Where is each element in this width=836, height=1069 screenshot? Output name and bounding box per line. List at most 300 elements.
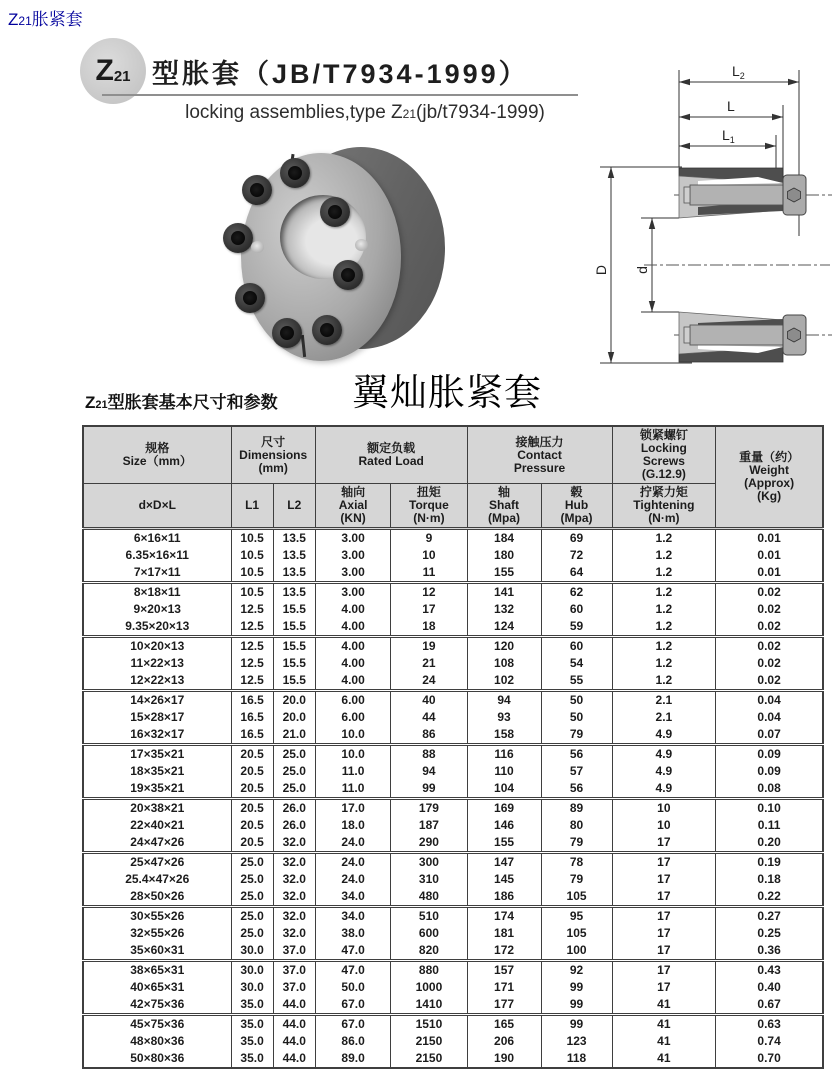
table-cell: 1.2 <box>612 583 716 602</box>
table-cell: 95 <box>541 907 612 926</box>
table-cell: 42×75×36 <box>83 996 231 1015</box>
table-cell: 141 <box>467 583 541 602</box>
table-cell: 480 <box>391 888 467 907</box>
table-cell: 1.2 <box>612 564 716 583</box>
table-cell: 62 <box>541 583 612 602</box>
header-dimensions: 尺寸 Dimensions (mm) <box>231 426 315 484</box>
table-cell: 79 <box>541 871 612 888</box>
table-row <box>83 709 823 726</box>
table-cell: 0.18 <box>716 871 823 888</box>
table-cell: 30.0 <box>231 961 273 980</box>
table-cell: 206 <box>467 1033 541 1050</box>
table-cell: 6.00 <box>315 709 390 726</box>
table-cell: 79 <box>541 726 612 745</box>
table-caption <box>85 388 278 413</box>
table-cell: 1.2 <box>612 637 716 656</box>
table-cell: 0.11 <box>716 817 823 834</box>
table-cell: 165 <box>467 1015 541 1034</box>
table-cell: 0.04 <box>716 691 823 710</box>
table-cell: 4.9 <box>612 763 716 780</box>
technical-drawing <box>586 40 836 400</box>
table-cell: 25.0 <box>273 780 315 799</box>
table-cell: 17 <box>612 979 716 996</box>
table-row <box>83 583 823 602</box>
table-cell: 4.9 <box>612 780 716 799</box>
table-cell: 25×47×26 <box>83 853 231 872</box>
table-cell: 0.19 <box>716 853 823 872</box>
table-cell: 45×75×36 <box>83 1015 231 1034</box>
table-cell: 92 <box>541 961 612 980</box>
photo-pin-hole <box>355 239 368 251</box>
table-cell: 44.0 <box>273 1033 315 1050</box>
table-cell: 15.5 <box>273 672 315 691</box>
table-cell: 22×40×21 <box>83 817 231 834</box>
table-cell: 10.5 <box>231 564 273 583</box>
table-cell: 99 <box>541 1015 612 1034</box>
table-cell: 26.0 <box>273 817 315 834</box>
table-cell: 64 <box>541 564 612 583</box>
table-cell: 26.0 <box>273 799 315 818</box>
table-cell: 67.0 <box>315 1015 390 1034</box>
table-cell: 1.2 <box>612 529 716 548</box>
table-cell: 4.00 <box>315 618 390 637</box>
table-cell: 94 <box>467 691 541 710</box>
table-row <box>83 817 823 834</box>
table-cell: 6.35×16×11 <box>83 547 231 564</box>
table-cell: 1510 <box>391 1015 467 1034</box>
table-cell: 300 <box>391 853 467 872</box>
table-cell: 32.0 <box>273 925 315 942</box>
table-row <box>83 655 823 672</box>
table-cell: 35.0 <box>231 1033 273 1050</box>
table-cell: 0.25 <box>716 925 823 942</box>
table-cell: 44.0 <box>273 996 315 1015</box>
table-cell: 78 <box>541 853 612 872</box>
table-cell: 20×38×21 <box>83 799 231 818</box>
table-cell: 880 <box>391 961 467 980</box>
table-cell: 30×55×26 <box>83 907 231 926</box>
table-cell: 38×65×31 <box>83 961 231 980</box>
table-cell: 0.02 <box>716 672 823 691</box>
table-cell: 17 <box>612 907 716 926</box>
table-cell: 9×20×13 <box>83 601 231 618</box>
table-cell: 50 <box>541 691 612 710</box>
table-row <box>83 618 823 637</box>
dim-label-L2: $L_2$ <box>732 63 745 81</box>
table-cell: 4.00 <box>315 601 390 618</box>
upper-section <box>679 168 806 218</box>
table-cell: 40×65×31 <box>83 979 231 996</box>
table-cell: 17 <box>612 925 716 942</box>
table-cell: 20.5 <box>231 834 273 853</box>
table-row <box>83 672 823 691</box>
table-row <box>83 996 823 1015</box>
header-shaft: 轴 Shaft (Mpa) <box>467 484 541 529</box>
table-cell: 17 <box>612 834 716 853</box>
header-tightening: 拧紧力矩 Tightening (N·m) <box>612 484 716 529</box>
table-cell: 41 <box>612 1015 716 1034</box>
table-cell: 38.0 <box>315 925 390 942</box>
table-cell: 15.5 <box>273 618 315 637</box>
photo-bolt <box>235 283 265 313</box>
table-row <box>83 691 823 710</box>
table-cell: 4.00 <box>315 672 390 691</box>
table-cell: 2150 <box>391 1033 467 1050</box>
table-cell: 20.0 <box>273 691 315 710</box>
table-cell: 0.27 <box>716 907 823 926</box>
table-cell: 1.2 <box>612 601 716 618</box>
table-cell: 3.00 <box>315 547 390 564</box>
table-cell: 47.0 <box>315 942 390 961</box>
spec-table-body <box>83 529 823 1069</box>
table-cell: 17.0 <box>315 799 390 818</box>
table-cell: 13.5 <box>273 564 315 583</box>
badge-main: Z <box>95 54 114 87</box>
table-cell: 55 <box>541 672 612 691</box>
table-cell: 0.08 <box>716 780 823 799</box>
table-cell: 35.0 <box>231 996 273 1015</box>
breadcrumb-link[interactable] <box>8 5 83 30</box>
table-cell: 120 <box>467 637 541 656</box>
table-row <box>83 601 823 618</box>
table-cell: 24.0 <box>315 871 390 888</box>
table-cell: 10×20×13 <box>83 637 231 656</box>
center-lines <box>644 195 832 335</box>
table-cell: 10.5 <box>231 529 273 548</box>
table-cell: 600 <box>391 925 467 942</box>
table-cell: 132 <box>467 601 541 618</box>
table-cell: 187 <box>391 817 467 834</box>
table-cell: 17 <box>391 601 467 618</box>
table-row <box>83 834 823 853</box>
table-cell: 12.5 <box>231 655 273 672</box>
header-weight: 重量（约） Weight (Approx) (Kg) <box>716 426 823 529</box>
table-cell: 118 <box>541 1050 612 1068</box>
table-cell: 108 <box>467 655 541 672</box>
table-cell: 32.0 <box>273 907 315 926</box>
header-l2: L2 <box>273 484 315 529</box>
table-cell: 56 <box>541 780 612 799</box>
table-cell: 10.5 <box>231 547 273 564</box>
header-locking-screws: 锁紧螺钉 Locking Screws (G.12.9) <box>612 426 716 484</box>
header-size: 规格 Size（mm） <box>83 426 231 484</box>
table-cell: 2.1 <box>612 691 716 710</box>
table-row <box>83 925 823 942</box>
spec-table-container <box>82 425 824 1069</box>
table-cell: 146 <box>467 817 541 834</box>
spec-table <box>82 425 824 1069</box>
table-cell: 123 <box>541 1033 612 1050</box>
lower-section <box>679 312 806 362</box>
table-cell: 15×28×17 <box>83 709 231 726</box>
table-cell: 12 <box>391 583 467 602</box>
table-cell: 24×47×26 <box>83 834 231 853</box>
dim-label-L1: $L_1$ <box>722 127 735 145</box>
table-cell: 34.0 <box>315 907 390 926</box>
table-cell: 145 <box>467 871 541 888</box>
table-cell: 21.0 <box>273 726 315 745</box>
table-cell: 179 <box>391 799 467 818</box>
table-cell: 54 <box>541 655 612 672</box>
caption-text2: 型胀套基本尺寸和参数 <box>107 393 278 412</box>
table-cell: 186 <box>467 888 541 907</box>
photo-bolt <box>242 175 272 205</box>
table-cell: 99 <box>541 996 612 1015</box>
table-cell: 0.40 <box>716 979 823 996</box>
table-cell: 32.0 <box>273 853 315 872</box>
table-cell: 1.2 <box>612 618 716 637</box>
table-cell: 1000 <box>391 979 467 996</box>
table-cell: 10 <box>391 547 467 564</box>
table-cell: 0.01 <box>716 529 823 548</box>
table-cell: 41 <box>612 1050 716 1068</box>
table-cell: 99 <box>391 780 467 799</box>
table-row <box>83 1050 823 1068</box>
caption-text: Z <box>85 393 96 412</box>
table-cell: 180 <box>467 547 541 564</box>
table-cell: 86.0 <box>315 1033 390 1050</box>
table-cell: 0.01 <box>716 547 823 564</box>
photo-bolt <box>333 260 363 290</box>
photo-bolt <box>280 158 310 188</box>
table-cell: 24.0 <box>315 834 390 853</box>
table-cell: 34.0 <box>315 888 390 907</box>
table-cell: 0.67 <box>716 996 823 1015</box>
table-cell: 1410 <box>391 996 467 1015</box>
table-cell: 100 <box>541 942 612 961</box>
table-cell: 32.0 <box>273 834 315 853</box>
page-title: 型胀套（JB/T7934-1999） <box>152 59 529 89</box>
table-cell: 0.09 <box>716 763 823 780</box>
table-cell: 69 <box>541 529 612 548</box>
table-cell: 32.0 <box>273 871 315 888</box>
table-cell: 147 <box>467 853 541 872</box>
table-cell: 4.00 <box>315 637 390 656</box>
product-photo <box>195 135 485 380</box>
table-cell: 44 <box>391 709 467 726</box>
header-size-formula: d×D×L <box>83 484 231 529</box>
table-cell: 37.0 <box>273 979 315 996</box>
table-cell: 0.02 <box>716 637 823 656</box>
table-cell: 0.43 <box>716 961 823 980</box>
header-torque: 扭矩 Torque (N·m) <box>391 484 467 529</box>
table-cell: 15.5 <box>273 637 315 656</box>
breadcrumb-text2: 胀紧套 <box>31 10 83 29</box>
table-cell: 11×22×13 <box>83 655 231 672</box>
title-divider <box>102 94 578 96</box>
table-cell: 89.0 <box>315 1050 390 1068</box>
header-contact-pressure: 接触压力 Contact Pressure <box>467 426 612 484</box>
table-cell: 25.0 <box>231 871 273 888</box>
table-cell: 4.9 <box>612 745 716 764</box>
table-cell: 12.5 <box>231 672 273 691</box>
table-row <box>83 1015 823 1034</box>
table-cell: 181 <box>467 925 541 942</box>
table-row <box>83 907 823 926</box>
table-row <box>83 637 823 656</box>
table-cell: 0.22 <box>716 888 823 907</box>
table-cell: 190 <box>467 1050 541 1068</box>
table-cell: 0.02 <box>716 601 823 618</box>
table-cell: 158 <box>467 726 541 745</box>
table-cell: 0.36 <box>716 942 823 961</box>
table-cell: 0.74 <box>716 1033 823 1050</box>
table-row <box>83 961 823 980</box>
header-l1: L1 <box>231 484 273 529</box>
table-cell: 25.0 <box>231 907 273 926</box>
table-row <box>83 564 823 583</box>
table-cell: 17 <box>612 853 716 872</box>
table-row <box>83 780 823 799</box>
table-cell: 12.5 <box>231 618 273 637</box>
badge-subscript: 21 <box>113 67 131 85</box>
photo-bolt <box>272 318 302 348</box>
table-cell: 35×60×31 <box>83 942 231 961</box>
table-cell: 1.2 <box>612 547 716 564</box>
table-cell: 13.5 <box>273 529 315 548</box>
table-cell: 15.5 <box>273 655 315 672</box>
table-cell: 6×16×11 <box>83 529 231 548</box>
table-cell: 820 <box>391 942 467 961</box>
table-cell: 0.02 <box>716 583 823 602</box>
table-cell: 102 <box>467 672 541 691</box>
breadcrumb-subscript: 21 <box>18 14 32 28</box>
table-cell: 16×32×17 <box>83 726 231 745</box>
table-cell: 20.5 <box>231 763 273 780</box>
table-cell: 30.0 <box>231 979 273 996</box>
table-cell: 35.0 <box>231 1050 273 1068</box>
table-cell: 105 <box>541 925 612 942</box>
table-cell: 16.5 <box>231 691 273 710</box>
table-cell: 21 <box>391 655 467 672</box>
table-cell: 93 <box>467 709 541 726</box>
table-cell: 56 <box>541 745 612 764</box>
table-cell: 17 <box>612 871 716 888</box>
table-cell: 0.20 <box>716 834 823 853</box>
table-cell: 3.00 <box>315 529 390 548</box>
photo-bolt <box>223 223 253 253</box>
table-cell: 12.5 <box>231 637 273 656</box>
table-row <box>83 745 823 764</box>
table-row <box>83 853 823 872</box>
table-cell: 0.02 <box>716 655 823 672</box>
table-cell: 20.0 <box>273 709 315 726</box>
table-cell: 20.5 <box>231 780 273 799</box>
table-cell: 157 <box>467 961 541 980</box>
table-cell: 12.5 <box>231 601 273 618</box>
table-cell: 57 <box>541 763 612 780</box>
table-cell: 14×26×17 <box>83 691 231 710</box>
table-cell: 35.0 <box>231 1015 273 1034</box>
table-cell: 177 <box>467 996 541 1015</box>
table-cell: 2.1 <box>612 709 716 726</box>
table-cell: 18×35×21 <box>83 763 231 780</box>
table-cell: 79 <box>541 834 612 853</box>
table-cell: 20.5 <box>231 817 273 834</box>
dim-label-d: d <box>634 266 650 274</box>
table-cell: 0.70 <box>716 1050 823 1068</box>
table-cell: 37.0 <box>273 942 315 961</box>
table-cell: 67.0 <box>315 996 390 1015</box>
table-cell: 116 <box>467 745 541 764</box>
table-cell: 0.09 <box>716 745 823 764</box>
table-cell: 25.4×47×26 <box>83 871 231 888</box>
header-hub: 毂 Hub (Mpa) <box>541 484 612 529</box>
table-cell: 47.0 <box>315 961 390 980</box>
table-cell: 37.0 <box>273 961 315 980</box>
table-cell: 11.0 <box>315 780 390 799</box>
table-cell: 0.01 <box>716 564 823 583</box>
table-row <box>83 979 823 996</box>
table-cell: 13.5 <box>273 547 315 564</box>
table-cell: 17×35×21 <box>83 745 231 764</box>
dim-label-L: L <box>727 98 735 114</box>
subtitle-subscript: 21 <box>402 107 417 121</box>
header-rated-load: 额定负载 Rated Load <box>315 426 467 484</box>
table-cell: 89 <box>541 799 612 818</box>
table-cell: 10 <box>612 799 716 818</box>
table-cell: 1.2 <box>612 655 716 672</box>
table-row <box>83 763 823 780</box>
table-cell: 44.0 <box>273 1050 315 1068</box>
table-cell: 16.5 <box>231 726 273 745</box>
table-cell: 16.5 <box>231 709 273 726</box>
table-cell: 25.0 <box>273 745 315 764</box>
table-cell: 0.07 <box>716 726 823 745</box>
table-row <box>83 529 823 548</box>
table-cell: 17 <box>612 942 716 961</box>
page-subtitle <box>150 102 580 124</box>
table-row <box>83 942 823 961</box>
table-cell: 48×80×36 <box>83 1033 231 1050</box>
table-cell: 104 <box>467 780 541 799</box>
table-cell: 32.0 <box>273 888 315 907</box>
table-cell: 24.0 <box>315 853 390 872</box>
table-cell: 86 <box>391 726 467 745</box>
dim-label-D: D <box>593 264 609 276</box>
table-cell: 124 <box>467 618 541 637</box>
subtitle-text2: (jb/t7934-1999) <box>416 102 545 123</box>
table-row <box>83 871 823 888</box>
table-cell: 290 <box>391 834 467 853</box>
table-cell: 17 <box>612 888 716 907</box>
table-cell: 28×50×26 <box>83 888 231 907</box>
table-cell: 2150 <box>391 1050 467 1068</box>
table-cell: 50×80×36 <box>83 1050 231 1068</box>
table-cell: 25.0 <box>273 763 315 780</box>
table-cell: 0.02 <box>716 618 823 637</box>
table-cell: 59 <box>541 618 612 637</box>
table-cell: 44.0 <box>273 1015 315 1034</box>
table-cell: 60 <box>541 601 612 618</box>
table-cell: 510 <box>391 907 467 926</box>
table-cell: 24 <box>391 672 467 691</box>
table-cell: 11 <box>391 564 467 583</box>
table-cell: 310 <box>391 871 467 888</box>
table-cell: 15.5 <box>273 601 315 618</box>
table-cell: 10 <box>612 817 716 834</box>
table-row <box>83 726 823 745</box>
table-row <box>83 799 823 818</box>
table-cell: 4.00 <box>315 655 390 672</box>
table-cell: 0.10 <box>716 799 823 818</box>
table-cell: 25.0 <box>231 925 273 942</box>
table-cell: 10.0 <box>315 726 390 745</box>
table-cell: 60 <box>541 637 612 656</box>
table-cell: 155 <box>467 834 541 853</box>
table-cell: 41 <box>612 1033 716 1050</box>
table-cell: 94 <box>391 763 467 780</box>
